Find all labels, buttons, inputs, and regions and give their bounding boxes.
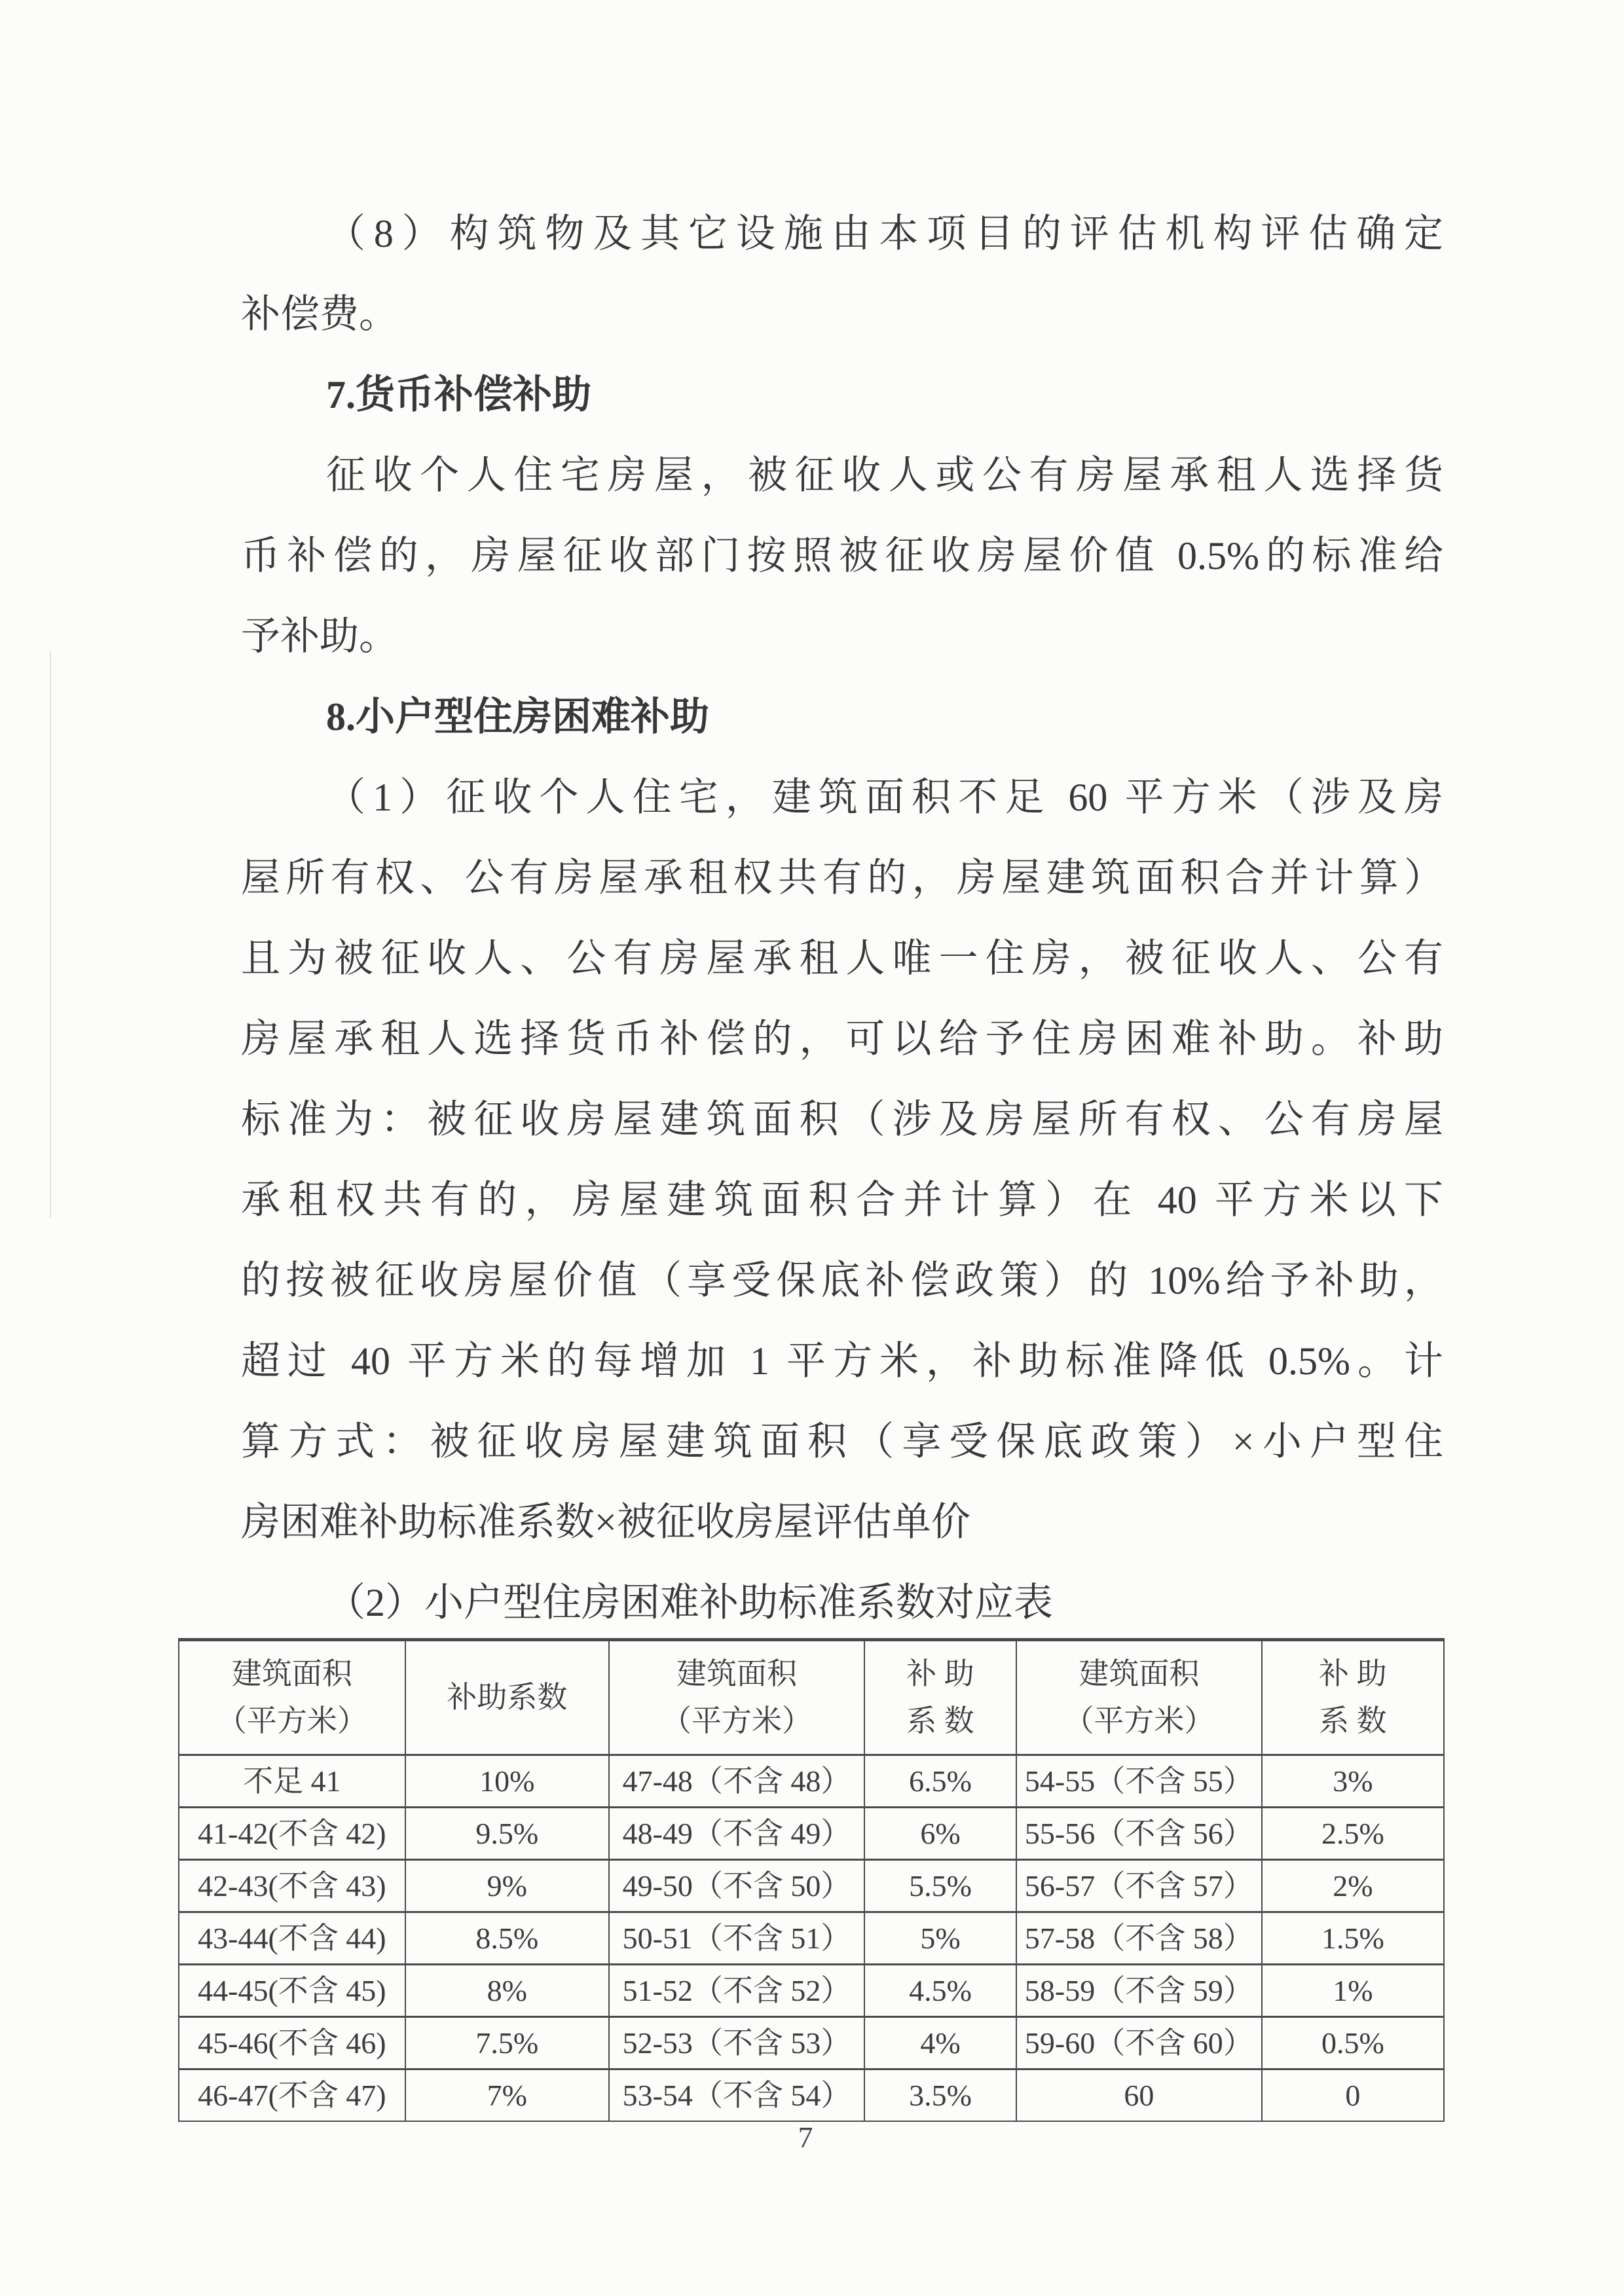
table-row [179,2069,1444,2122]
subsidy-coefficient-table [178,1638,1445,2122]
text-line: 予补助。 [241,615,398,658]
table-cell: 56-57（不含 57） [1016,1860,1262,1912]
table-row [179,2017,1444,2069]
table-cell: 47-48（不含 48） [609,1755,864,1808]
table-header-cell: 建筑面积 （平方米） [609,1640,864,1755]
text-line: （1）征收个人住宅，建筑面积不足 60 平方米（涉及房 [326,776,1443,819]
table-cell: 46-47(不含 47) [179,2069,405,2122]
text-line: 房困难补助标准系数×被征收房屋评估单价 [241,1501,970,1544]
table-cell: 50-51（不含 51） [609,1912,864,1965]
table-cell: 5% [864,1912,1016,1965]
text-line: 承租权共有的，房屋建筑面积合并计算）在 40 平方米以下 [241,1178,1443,1222]
table-cell: 45-46(不含 46) [179,2017,405,2069]
page-number: 7 [798,2121,813,2154]
table-cell: 52-53（不含 53） [609,2017,864,2069]
text-line: （2）小户型住房困难补助标准系数对应表 [326,1581,1053,1624]
table-cell: 9% [405,1860,609,1912]
text-line: 超过 40 平方米的每增加 1 平方米，补助标准降低 0.5%。计 [241,1339,1443,1383]
scan-fold-line [50,651,51,1218]
table-cell: 53-54（不含 54） [609,2069,864,2122]
table-cell: 58-59（不含 59） [1016,1965,1262,2017]
table-cell: 3% [1262,1755,1444,1808]
body-text [241,194,1443,1643]
table-cell: 4.5% [864,1965,1016,2017]
table-header-cell: 补助系数 [405,1640,609,1755]
table-cell: 54-55（不含 55） [1016,1755,1262,1808]
table-row [179,1912,1444,1965]
table-cell: 9.5% [405,1808,609,1860]
table-cell: 7.5% [405,2017,609,2069]
table-cell: 49-50（不含 50） [609,1860,864,1912]
table-cell: 1.5% [1262,1912,1444,1965]
table-cell: 59-60（不含 60） [1016,2017,1262,2069]
text-line: （8）构筑物及其它设施由本项目的评估机构评估确定 [326,212,1443,255]
table-row [179,1755,1444,1808]
table-cell: 10% [405,1755,609,1808]
table-header-cell: 建筑面积 （平方米） [179,1640,405,1755]
table-cell: 6% [864,1808,1016,1860]
section-heading: 8.小户型住房困难补助 [326,695,709,738]
table-header-cell: 建筑面积 （平方米） [1016,1640,1262,1755]
table-header-cell: 补 助 系 数 [864,1640,1016,1755]
text-line: 屋所有权、公有房屋承租权共有的，房屋建筑面积合并计算） [241,856,1443,900]
table-cell: 41-42(不含 42) [179,1808,405,1860]
table-cell: 60 [1016,2069,1262,2122]
text-line: 标准为：被征收房屋建筑面积（涉及房屋所有权、公有房屋 [241,1098,1443,1141]
text-line: 算方式：被征收房屋建筑面积（享受保底政策）×小户型住 [241,1420,1443,1463]
table-cell: 44-45(不含 45) [179,1965,405,2017]
table-row [179,1965,1444,2017]
table-cell: 0 [1262,2069,1444,2122]
text-line: 征收个人住宅房屋，被征收人或公有房屋承租人选择货 [326,454,1443,497]
table-header-row [179,1640,1444,1755]
table-cell: 0.5% [1262,2017,1444,2069]
section-heading: 7.货币补偿补助 [326,373,591,416]
table-cell: 4% [864,2017,1016,2069]
table-cell: 43-44(不含 44) [179,1912,405,1965]
text-line: 房屋承租人选择货币补偿的，可以给予住房困难补助。补助 [241,1017,1443,1061]
text-line: 币补偿的，房屋征收部门按照被征收房屋价值 0.5%的标准给 [241,534,1443,577]
table-cell: 2% [1262,1860,1444,1912]
table-cell: 3.5% [864,2069,1016,2122]
table-cell: 8.5% [405,1912,609,1965]
table-row [179,1860,1444,1912]
table-cell: 55-56（不含 56） [1016,1808,1262,1860]
table-cell: 5.5% [864,1860,1016,1912]
text-line: 的按被征收房屋价值（享受保底补偿政策）的 10%给予补助， [241,1259,1443,1302]
table-cell: 57-58（不含 58） [1016,1912,1262,1965]
table-cell: 8% [405,1965,609,2017]
table-cell: 不足 41 [179,1755,405,1808]
table-cell: 6.5% [864,1755,1016,1808]
table-row [179,1808,1444,1860]
table-cell: 51-52（不含 52） [609,1965,864,2017]
table-cell: 42-43(不含 43) [179,1860,405,1912]
table-header-cell: 补 助 系 数 [1262,1640,1444,1755]
text-line: 且为被征收人、公有房屋承租人唯一住房，被征收人、公有 [241,937,1443,980]
table-cell: 7% [405,2069,609,2122]
table-cell: 2.5% [1262,1808,1444,1860]
table-cell: 48-49（不含 49） [609,1808,864,1860]
table-cell: 1% [1262,1965,1444,2017]
text-line: 补偿费。 [241,293,398,336]
